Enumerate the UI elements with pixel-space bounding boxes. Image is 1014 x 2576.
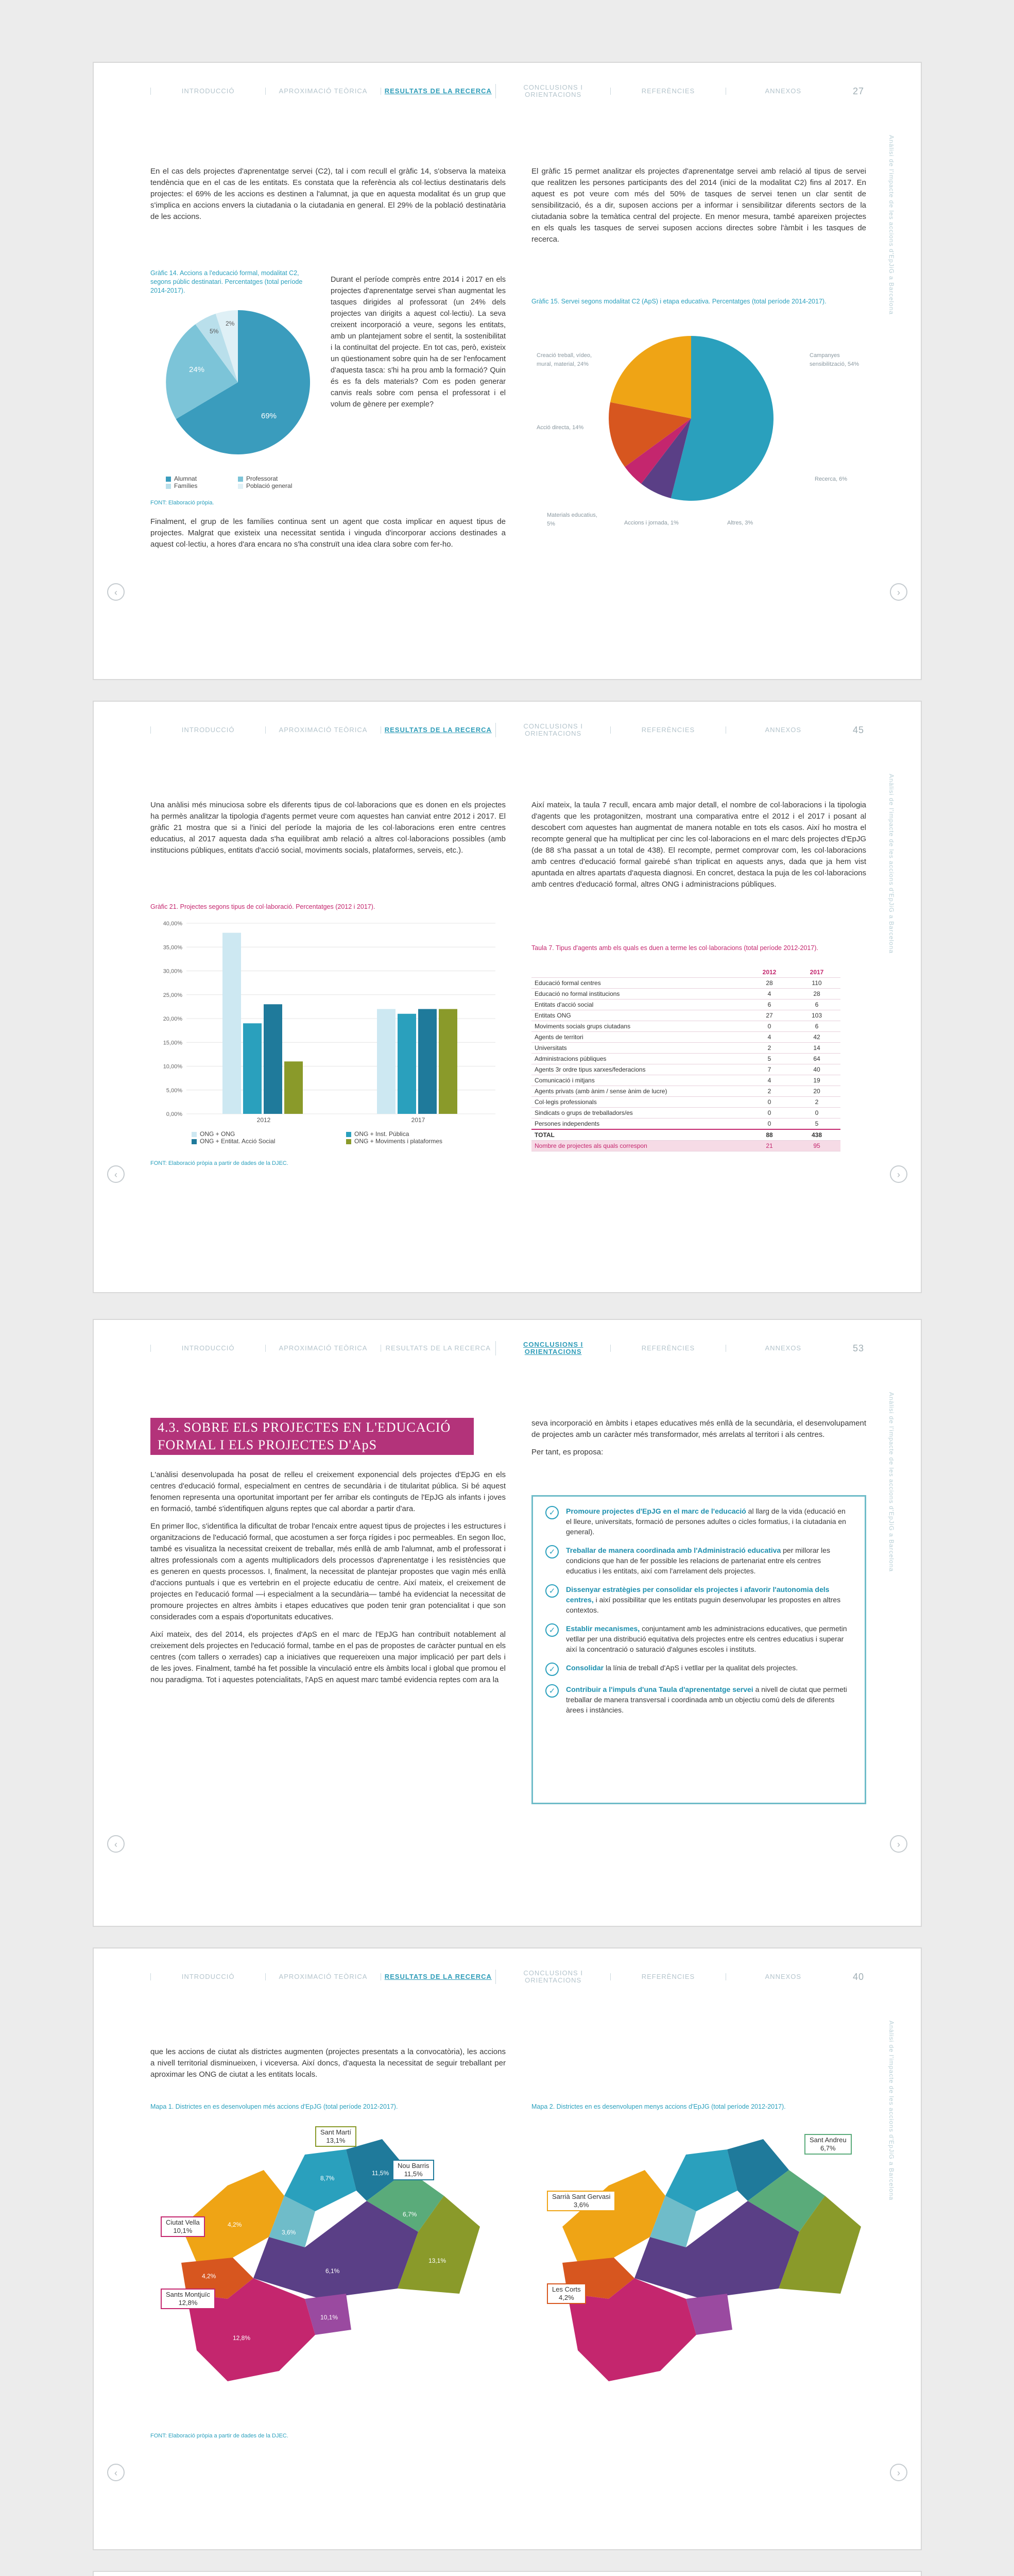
pie-chart-14 bbox=[161, 305, 315, 460]
pie-label-2: 2% bbox=[226, 320, 235, 327]
nav-aproximacio[interactable]: APROXIMACIÓ TEÒRICA bbox=[265, 88, 380, 95]
table-7 bbox=[531, 967, 840, 1151]
side-rail-text: Anàlisi de l'impacte de les accions d'EpJiG a Barcelona bbox=[888, 774, 895, 954]
map-number: 4,2% bbox=[228, 2221, 242, 2228]
nav-introduccio[interactable]: INTRODUCCIÓ bbox=[150, 726, 265, 734]
table7-caption: Taula 7. Tipus d'agents amb els quals es duen a terme les col·laboracions (total període 2012-2017). bbox=[531, 944, 818, 952]
map2-label-sarria: Sarrià Sant Gervasi 3,6% bbox=[547, 2191, 615, 2211]
chart21-caption: Gràfic 21. Projectes segons tipus de col·laboració. Percentatges (2012 i 2017). bbox=[150, 903, 375, 910]
map-number: 8,7% bbox=[320, 2175, 335, 2182]
top-nav bbox=[150, 1969, 864, 1985]
map-source: FONT: Elaboració pròpia a partir de dades de la DJEC. bbox=[150, 2433, 288, 2439]
next-page-button[interactable]: › bbox=[890, 2464, 907, 2481]
map-1 bbox=[150, 2124, 506, 2412]
nav-resultats[interactable]: RESULTATS DE LA RECERCA bbox=[381, 1345, 495, 1352]
proposal-item: ✓ Treballar de manera coordinada amb l'Administració educativa per millorar les condicions que han de fer possible les relacions de partenariat entre els centres educatius i les entitats, així com l'arrelament dels projectes. bbox=[545, 1545, 852, 1576]
check-icon: ✓ bbox=[545, 1584, 559, 1598]
pie-legend bbox=[166, 475, 320, 489]
top-nav bbox=[150, 1341, 864, 1356]
table-row: Administracions públiques 5 64 bbox=[531, 1054, 840, 1064]
nav-referencies[interactable]: REFERÈNCIES bbox=[610, 1973, 725, 1980]
prev-page-button[interactable]: ‹ bbox=[107, 2464, 125, 2481]
bar-legend bbox=[192, 1130, 501, 1145]
next-page-button[interactable]: › bbox=[890, 1165, 907, 1183]
right-paragraph: Així mateix, la taula 7 recull, encara amb major detall, el nombre de col·laboracions i la tipologia d'agents que les protagonitzen, mostrant una comparativa entre el 2012 i el 2017 i posant al descobert com aquestes han augmentat de manera notable en tots els casos. Així ho mostra el recompte general que ha multiplicat per cinc les col·laboracions en el marc dels projectes d'EpJG (de 88 s'ha passat a un total de 438). El recompte, permet comprovar com, les col·laboracions amb centres d'educació formal gairebé s'han triplicat en aquests anys, dada que ja hem vist apuntada en altres apartats d'aquesta diagnosi. En concret, destaca la puja de les col·laboracions amb centres d'educació formal, altres ONG i administracions públiques. bbox=[531, 801, 866, 889]
table-row: Educació formal centres 28 110 bbox=[531, 978, 840, 989]
proposals-box bbox=[531, 1495, 866, 1804]
page-58 bbox=[93, 2571, 922, 2576]
nav-annexos[interactable]: ANNEXOS bbox=[726, 88, 840, 95]
map-number: 13,1% bbox=[428, 2257, 446, 2264]
chart21-source: FONT: Elaboració pròpia a partir de dades de la DJEC. bbox=[150, 1160, 288, 1166]
nav-introduccio[interactable]: INTRODUCCIÓ bbox=[150, 1973, 265, 1980]
nav-referencies[interactable]: REFERÈNCIES bbox=[610, 726, 725, 734]
chart14-caption: Gràfic 14. Accions a l'educació formal, modalitat C2, segons públic destinatari. Percentatges (total període 2014-2017). bbox=[150, 269, 303, 294]
nav-conclusions[interactable]: CONCLUSIONS I ORIENTACIONS bbox=[495, 723, 610, 737]
check-icon: ✓ bbox=[545, 1506, 559, 1519]
nav-resultats[interactable]: RESULTATS DE LA RECERCA bbox=[381, 1973, 495, 1980]
proposal-item: ✓ Promoure projectes d'EpJG en el marc de l'educació al llarg de la vida (educació en el lleure, universitats, formació de persones adultes o cicles formatius, i la ciutadania en general). bbox=[545, 1506, 852, 1537]
nav-resultats[interactable]: RESULTATS DE LA RECERCA bbox=[381, 726, 495, 734]
pie-label-69: 69% bbox=[261, 412, 277, 420]
map1-label-nou-barris: Nou Barris 11,5% bbox=[392, 2160, 434, 2180]
legend-professorat: Professorat bbox=[238, 475, 310, 482]
page-number: 45 bbox=[852, 724, 864, 735]
nav-annexos[interactable]: ANNEXOS bbox=[726, 1973, 840, 1980]
check-icon: ✓ bbox=[545, 1545, 559, 1558]
side-rail-text: Anàlisi de l'impacte de les accions d'EpJiG a Barcelona bbox=[888, 2021, 895, 2201]
bar bbox=[284, 1061, 303, 1114]
nav-annexos[interactable]: ANNEXOS bbox=[726, 726, 840, 734]
table-total-row: TOTAL 88 438 bbox=[531, 1129, 840, 1141]
next-page-button[interactable]: › bbox=[890, 583, 907, 601]
table-row: Educació no formal institucions 4 28 bbox=[531, 989, 840, 999]
table-row: Sindicats o grups de treballadors/es 0 0 bbox=[531, 1108, 840, 1118]
bar bbox=[222, 933, 241, 1114]
map1-label-sant-marti: Sant Martí 13,1% bbox=[315, 2126, 356, 2147]
bar bbox=[243, 1023, 262, 1114]
pie15-label-accio: Acció directa, 14% bbox=[537, 425, 584, 431]
pie15-label-creacio: Creació treball, vídeo, mural, material, 24% bbox=[537, 352, 592, 367]
table-row: Moviments socials grups ciutadans 0 6 bbox=[531, 1021, 840, 1032]
bar-chart-21 bbox=[150, 918, 511, 1124]
table-row: Universitats 2 14 bbox=[531, 1043, 840, 1054]
legend-families: Famílies bbox=[166, 482, 238, 489]
check-icon: ✓ bbox=[545, 1663, 559, 1676]
prev-page-button[interactable]: ‹ bbox=[107, 583, 125, 601]
y-tick-label: 5,00% bbox=[166, 1087, 182, 1094]
map-number: 3,6% bbox=[282, 2229, 296, 2236]
page-number: 27 bbox=[852, 86, 864, 96]
map-number: 12,8% bbox=[233, 2334, 251, 2342]
proposal-item: ✓ Consolidar la línia de treball d'ApS i vetllar per la qualitat dels projectes. bbox=[545, 1663, 852, 1676]
y-tick-label: 10,00% bbox=[163, 1063, 182, 1070]
paragraph: seva incorporació en àmbits i etapes educatives més enllà de la secundària, el desenvolupament de projectes amb un caràcter més transformador, més arrelats al territori i als centres. bbox=[531, 1419, 866, 1439]
intro-paragraph: que les accions de ciutat als districtes augmenten (projectes presentats a la convocatòria), les accions a nivell territorial disminueixen, i viceversa. Així doncs, d'aquesta la necessitat de seguir treballant per aproximar les ONG de ciutat a les entitats locals. bbox=[150, 2047, 506, 2079]
proposal-item: ✓ Contribuir a l'impuls d'una Taula d'aprenentatge servei a nivell de ciutat que permeti treballar de manera transversal i coordinada amb un objectiu comú dels de diferents àrees i instàncies. bbox=[545, 1684, 852, 1715]
nav-aproximacio[interactable]: APROXIMACIÓ TEÒRICA bbox=[265, 726, 380, 734]
map1-label-sants: Sants Montjuïc 12,8% bbox=[161, 2289, 215, 2309]
pie15-label-accions: Accions i jornada, 1% bbox=[624, 520, 679, 526]
nav-conclusions[interactable]: CONCLUSIONS I ORIENTACIONS bbox=[495, 84, 610, 98]
check-icon: ✓ bbox=[545, 1684, 559, 1698]
top-nav bbox=[150, 722, 864, 738]
table-row: Agents privats (amb ànim / sense ànim de lucre) 2 20 bbox=[531, 1086, 840, 1097]
map-number: 10,1% bbox=[320, 2314, 338, 2321]
side-rail-text: Anàlisi de l'impacte de les accions d'EpJiG a Barcelona bbox=[888, 135, 895, 315]
bottom-paragraph: Finalment, el grup de les famílies continua sent un agent que costa implicar en aquest tipus de projectes. Malgrat que existeix una necessitat sentida i vinguda d'incorporar accions destinades a aquest col·lectiu, a hores d'ara encara no s'ha construït una idea clara sobre com fer-ho. bbox=[150, 517, 506, 549]
next-page-button[interactable]: › bbox=[890, 1835, 907, 1853]
bar bbox=[398, 1014, 416, 1114]
chart14-source: FONT: Elaboració pròpia. bbox=[150, 500, 214, 506]
map2-caption: Mapa 2. Districtes en es desenvolupen menys accions d'EpJG (total període 2012-2017). bbox=[531, 2103, 786, 2110]
map-number: 6,1% bbox=[325, 2267, 340, 2275]
table-row: Persones independents 0 5 bbox=[531, 1118, 840, 1130]
y-tick-label: 20,00% bbox=[163, 1016, 182, 1022]
pie15-label-altres: Altres, 3% bbox=[727, 520, 753, 526]
x-tick-label: 2017 bbox=[411, 1116, 425, 1124]
y-tick-label: 30,00% bbox=[163, 968, 182, 975]
y-tick-label: 40,00% bbox=[163, 921, 182, 927]
pie-chart-15 bbox=[604, 331, 779, 506]
map-2 bbox=[531, 2124, 887, 2412]
proposal-item: ✓ Dissenyar estratègies per consolidar els projectes i afavorir l'autonomia dels centres, i així possibilitar que les entitats puguin desenvolupar les propostes en altres contextos. bbox=[545, 1584, 852, 1615]
right-paragraph: El gràfic 15 permet analitzar els projectes d'aprenentatge servei amb relació al tipus de servei que realitzen les persones participants des del 2014 (inici de la modalitat C2) fins al 2017. En aquest es pot veure com més del 50% de tasques de servei tenen un clar sentit de sensibilització, és a dir, suposen accions per a informar i sensibilitzar diferents sectors de la ciutadania sobre la temàtica central del projecte. En menor mesura, també apareixen projectes en els quals les tasques de servei suposen accions directes sobre l'àmbit i les tasques de recerca. bbox=[531, 167, 866, 244]
nav-referencies[interactable]: REFERÈNCIES bbox=[610, 1345, 725, 1352]
page-number: 53 bbox=[852, 1343, 864, 1353]
pie15-label-materials: Materials educatius, 5% bbox=[547, 512, 597, 527]
map-number: 4,2% bbox=[202, 2273, 216, 2280]
legend-ong-inst: ONG + Inst. Pública bbox=[346, 1130, 501, 1138]
nav-resultats[interactable]: RESULTATS DE LA RECERCA bbox=[381, 88, 495, 95]
bar bbox=[439, 1009, 457, 1114]
map1-caption: Mapa 1. Districtes en es desenvolupen més accions d'EpJG (total període 2012-2017). bbox=[150, 2103, 398, 2110]
nav-conclusions[interactable]: CONCLUSIONS I ORIENTACIONS bbox=[495, 1970, 610, 1984]
table-row: Comunicació i mitjans 4 19 bbox=[531, 1075, 840, 1086]
table-row: Col·legis professionals 0 2 bbox=[531, 1097, 840, 1108]
top-nav bbox=[150, 83, 864, 99]
table-row: Entitats d'acció social 6 6 bbox=[531, 999, 840, 1010]
map-number: 6,7% bbox=[403, 2211, 417, 2218]
nav-introduccio[interactable]: INTRODUCCIÓ bbox=[150, 1345, 265, 1352]
x-tick-label: 2012 bbox=[256, 1116, 271, 1124]
nav-referencies[interactable]: REFERÈNCIES bbox=[610, 88, 725, 95]
map2-label-les-corts: Les Corts 4,2% bbox=[547, 2283, 586, 2304]
proposal-item: ✓ Establir mecanismes, conjuntament amb les administracions educatives, que permetin vetllar per una distribució equitativa dels projectes entre els centres educatius i superar així la concentració o saturació d'algunes escoles i instituts. bbox=[545, 1623, 852, 1654]
section-heading: 4.3. SOBRE ELS PROJECTES EN L'EDUCACIÓ FORMAL I ELS PROJECTES D'ApS bbox=[150, 1418, 474, 1455]
page-53 bbox=[93, 1319, 922, 1927]
left-paragraph: En el cas dels projectes d'aprenentatge servei (C2), tal i com recull el gràfic 14, s'observa la mateixa tendència que en el cas de les entitats. Es constata que la referència als col·lectius destinataris dels projectes: el 69% de les accions es destinen a l'alumnat, ja que en aquesta modalitat és un grup que s'implica en accions envers la ciutadania o la ciutadania en general. El 29% de la població destinatària de les accions. bbox=[150, 167, 506, 221]
map2-label-sant-andreu: Sant Andreu 6,7% bbox=[804, 2134, 852, 2155]
y-tick-label: 25,00% bbox=[163, 992, 182, 998]
bar bbox=[418, 1009, 437, 1114]
middle-paragraph: Durant el període comprès entre 2014 i 2017 en els projectes d'aprenentatge servei s'han augmentat les tasques dirigides al professorat (un 24% dels projectes van dirigits a aquest col·lectiu). La seva creixent incorporació a veure, segons les entitats, amb un plantejament sobre el sentit, la sostenibilitat i la continuïtat del projecte. En tot cas, però, existeix un qüestionament sobre quin ha de ser l'enfocament d'aquesta tasca: s'hi ha prou amb la formació? Quin és es fa dels materials? Com es poden generar canvis reals sobre com pensa el professorat i el volum de gènere per exemple? bbox=[331, 276, 506, 409]
paragraph: Per tant, es proposa: bbox=[531, 1448, 604, 1456]
nav-introduccio[interactable]: INTRODUCCIÓ bbox=[150, 88, 265, 95]
bar bbox=[377, 1009, 396, 1114]
map1-label-ciutat-vella: Ciutat Vella 10,1% bbox=[161, 2216, 205, 2237]
table-projects-row: Nombre de projectes als quals correspon 21 95 bbox=[531, 1141, 840, 1151]
prev-page-button[interactable]: ‹ bbox=[107, 1835, 125, 1853]
y-tick-label: 35,00% bbox=[163, 944, 182, 951]
table-row: Entitats ONG 27 103 bbox=[531, 1010, 840, 1021]
page-45 bbox=[93, 701, 922, 1293]
left-paragraph: Una anàlisi més minuciosa sobre els diferents tipus de col·laboracions que es donen en els projectes ha permès analitzar la tipologia d'agents permet veure com aquestes han canviat entre 2012 i 2017. El gràfic 21 mostra que si a l'inici del període la majoria de les col·laboracions eren entre centres educatius, al 2017 aquesta dada s'ha equilibrat amb relació a altres col·laboracions possibles (amb institucions públiques, entitats d'acció social, moviments socials, plataformes, serveis, etc.). bbox=[150, 801, 506, 855]
legend-poblacio: Població general bbox=[238, 482, 310, 489]
pie15-label-campanyes: Campanyes sensibilització, 54% bbox=[810, 352, 859, 367]
check-icon: ✓ bbox=[545, 1623, 559, 1637]
legend-alumnat: Alumnat bbox=[166, 475, 238, 482]
paragraph: L'anàlisi desenvolupada ha posat de relleu el creixement exponencial dels projectes d'EpJG en els centres d'educació formal, especialment en centres de secundària i de titularitat pública. Si bé aquest fenomen representa una oportunitat important per fer arribar els continguts de l'EpJG als infants i joves en formació, també s'identifiquen alguns reptes que cal abordar a partir d'ara. bbox=[150, 1470, 506, 1513]
chart15-caption: Gràfic 15. Servei segons modalitat C2 (ApS) i etapa educativa. Percentatges (total període 2014-2017). bbox=[531, 298, 827, 305]
paragraph: Així mateix, des del 2014, els projectes d'ApS en el marc de l'EpJG han contribuït notablement al creixement dels projectes en l'educació formal, tambe en el pas de propostes de caràcter puntual en els centres (com tallers o xerrades) cap a iniciatives que requereixen una major implicació per part dels i de les joves. Finalment, també ha fet possible la vinculació entre els àmbits local i global que promou el nou paradigma. Tot i aquestes potencialitats, l'ApS en aquest marc també evidencia reptes com ara la bbox=[150, 1630, 506, 1684]
right-intro bbox=[531, 1418, 866, 1464]
y-tick-label: 0,00% bbox=[166, 1111, 182, 1117]
table-header: 2012 2017 bbox=[531, 967, 840, 978]
pie-label-24: 24% bbox=[189, 365, 205, 374]
legend-ong-accio: ONG + Entitat. Acció Social bbox=[192, 1138, 346, 1145]
pie15-label-recerca: Recerca, 6% bbox=[815, 476, 847, 482]
page-40 bbox=[93, 1947, 922, 2550]
nav-aproximacio[interactable]: APROXIMACIÓ TEÒRICA bbox=[265, 1345, 380, 1352]
nav-conclusions[interactable]: CONCLUSIONS I ORIENTACIONS bbox=[495, 1341, 610, 1355]
map-number: 11,5% bbox=[372, 2170, 389, 2177]
page-27 bbox=[93, 62, 922, 680]
y-tick-label: 15,00% bbox=[163, 1040, 182, 1046]
prev-page-button[interactable]: ‹ bbox=[107, 1165, 125, 1183]
table-row: Agents de territori 4 42 bbox=[531, 1032, 840, 1043]
nav-aproximacio[interactable]: APROXIMACIÓ TEÒRICA bbox=[265, 1973, 380, 1980]
left-column bbox=[150, 1469, 506, 1692]
side-rail-text: Anàlisi de l'impacte de les accions d'EpJiG a Barcelona bbox=[888, 1392, 895, 1572]
legend-ong-mov: ONG + Moviments i plataformes bbox=[346, 1138, 501, 1145]
page-number: 40 bbox=[852, 1971, 864, 1982]
legend-ong-ong: ONG + ONG bbox=[192, 1130, 346, 1138]
nav-annexos[interactable]: ANNEXOS bbox=[726, 1345, 840, 1352]
paragraph: En primer lloc, s'identifica la dificultat de trobar l'encaix entre aquest tipus de projectes i les estructures i organitzacions de l'educació formal, que acostumen a ser força rígides i poc permeables. En segon lloc, també es visualitza la necessitat creixent de treballar, més enllà de amb l'alumnat, amb el professorat i altres professionals com a agents multiplicadors dels processos d'aprenentatge i les resistències que es generen en quests processos. I, finalment, la necessitat de plantejar propostes que vagin més enllà d'accions puntuals i que es vertebrin en el projecte educatiu de centre. Així mateix, el creixement de projectes en l'educació formal —i especialment a la secundària— també ha evidenciat la necessitat de promoure projectes en altres àmbits i etapes educatives que poden tenir gran potencialitat i que son considerades com a espais d'oportunitats educatives. bbox=[150, 1522, 506, 1621]
table-row: Agents 3r ordre tipus xarxes/federacions 7 40 bbox=[531, 1064, 840, 1075]
bar bbox=[264, 1004, 282, 1114]
pie-label-5: 5% bbox=[210, 328, 219, 335]
